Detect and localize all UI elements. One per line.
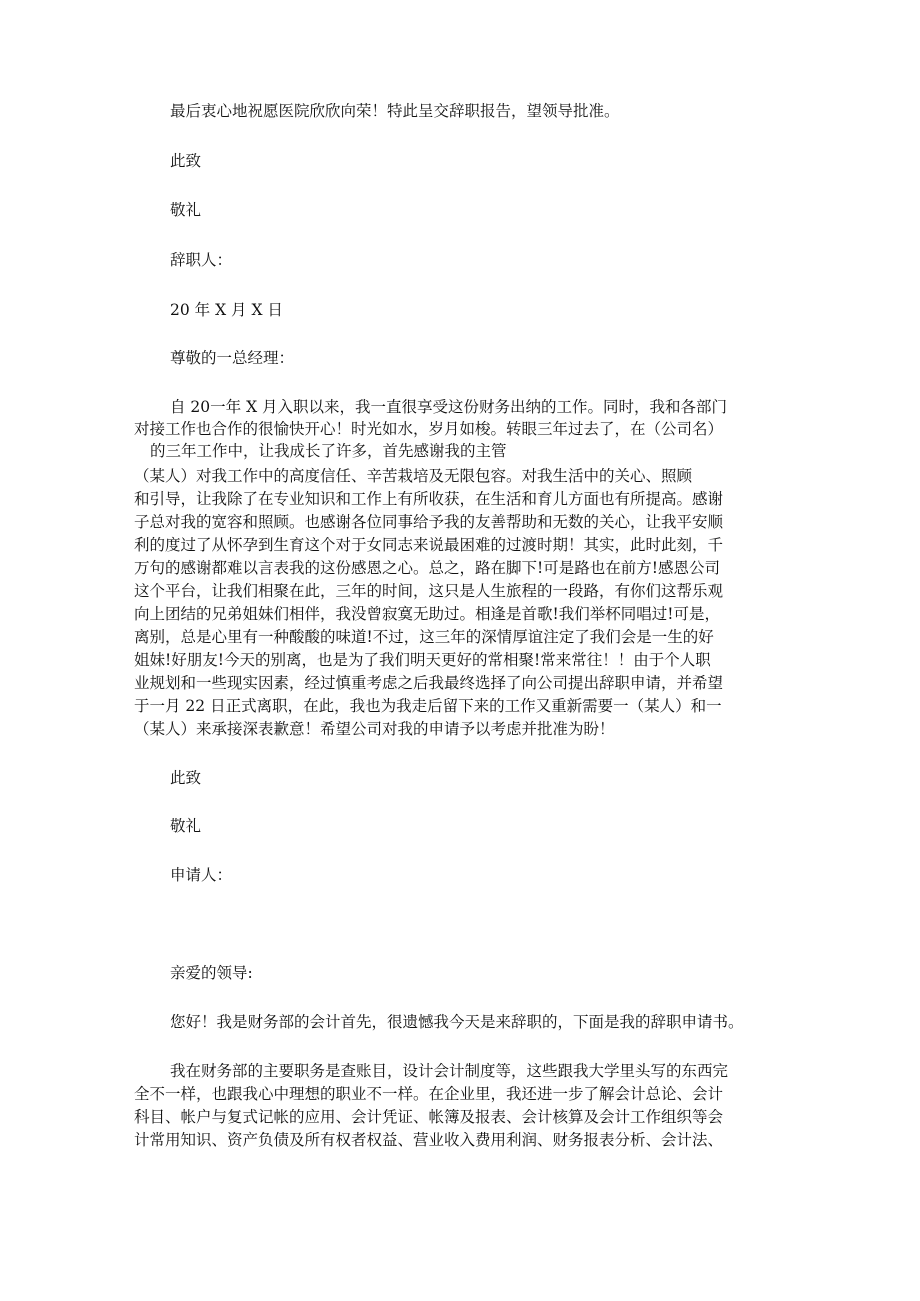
signer-line: 辞职人： [170, 251, 233, 269]
paragraph-line: 向上团结的兄弟姐妹们相伴，我没曾寂寞无助过。相逢是首歌!我们举杯同唱过!可是， [134, 605, 720, 623]
paragraph-line: 于一月 22 日正式离职，在此，我也为我走后留下来的工作又重新需要一（某人）和一 [134, 697, 722, 715]
paragraph-line: （某人）来承接深表歉意！希望公司对我的申请予以考虑并批准为盼！ [134, 720, 615, 738]
regards-line-1: 此致 [170, 152, 202, 170]
paragraph-line: 万句的感谢都难以言表我的这份感恩之心。总之，路在脚下!可是路也在前方!感恩公司 [134, 559, 720, 577]
greeting-line: 尊敬的一总经理： [170, 349, 295, 367]
paragraph-line: （某人）对我工作中的高度信任、辛苦栽培及无限包容。对我生活中的关心、照顾 [134, 467, 693, 485]
paragraph-line: 和引导，让我除了在专业知识和工作上有所收获，在生活和育儿方面也有所提高。感谢 [134, 490, 724, 508]
paragraph-line: 子总对我的宽容和照顾。也感谢各位同事给予我的友善帮助和无数的关心，让我平安顺 [134, 513, 724, 531]
paragraph-line: 计常用知识、资产负债及所有权者权益、营业收入费用利润、财务报表分析、会计法、 [134, 1131, 724, 1149]
paragraph-line: 全不一样，也跟我心中理想的职业不一样。在企业里，我还进一步了解会计总论、会计 [134, 1085, 724, 1103]
paragraph-line: 自 20一年 X 月入职以来，我一直很享受这份财务出纳的工作。同时，我和各部门 [170, 398, 728, 416]
paragraph-line: 我在财务部的主要职务是查账目，设计会计制度等，这些跟我大学里头写的东西完 [170, 1062, 729, 1080]
date-line: 20 年 X 月 X 日 [170, 301, 283, 319]
paragraph-line: 科目、帐户与复式记帐的应用、会计凭证、帐簿及报表、会计核算及会计工作组织等会 [134, 1108, 724, 1126]
regards-line-2: 敬礼 [170, 817, 202, 835]
paragraph-line: 业规划和一些现实因素，经过慎重考虑之后我最终选择了向公司提出辞职申请，并希望 [134, 674, 724, 692]
paragraph-line: 姐妹!好朋友!今天的别离，也是为了我们明天更好的常相聚!常来常往！！由于个人职 [134, 651, 711, 669]
paragraph-line: 的三年工作中，让我成长了许多，首先感谢我的主管 [150, 442, 507, 460]
paragraph-line: 这个平台，让我们相聚在此，三年的时间，这只是人生旅程的一段路，有你们这帮乐观 [134, 582, 724, 600]
intro-line: 您好！我是财务部的会计首先，很遗憾我今天是来辞职的，下面是我的辞职申请书。 [170, 1013, 744, 1031]
regards-line-1: 此致 [170, 769, 202, 787]
paragraph-line: 对接工作也合作的很愉快开心！时光如水，岁月如梭。转眼三年过去了，在（公司名） [134, 420, 724, 438]
closing-line: 最后衷心地祝愿医院欣欣向荣！特此呈交辞职报告，望领导批准。 [170, 102, 620, 120]
paragraph-line: 离别，总是心里有一种酸酸的味道!不过，这三年的深情厚谊注定了我们会是一生的好 [134, 628, 714, 646]
regards-line-2: 敬礼 [170, 201, 202, 219]
signer-line: 申请人： [170, 866, 233, 884]
paragraph-line: 利的度过了从怀孕到生育这个对于女同志来说最困难的过渡时期！其实，此时此刻，千 [134, 536, 724, 554]
greeting-line: 亲爱的领导: [170, 964, 253, 982]
